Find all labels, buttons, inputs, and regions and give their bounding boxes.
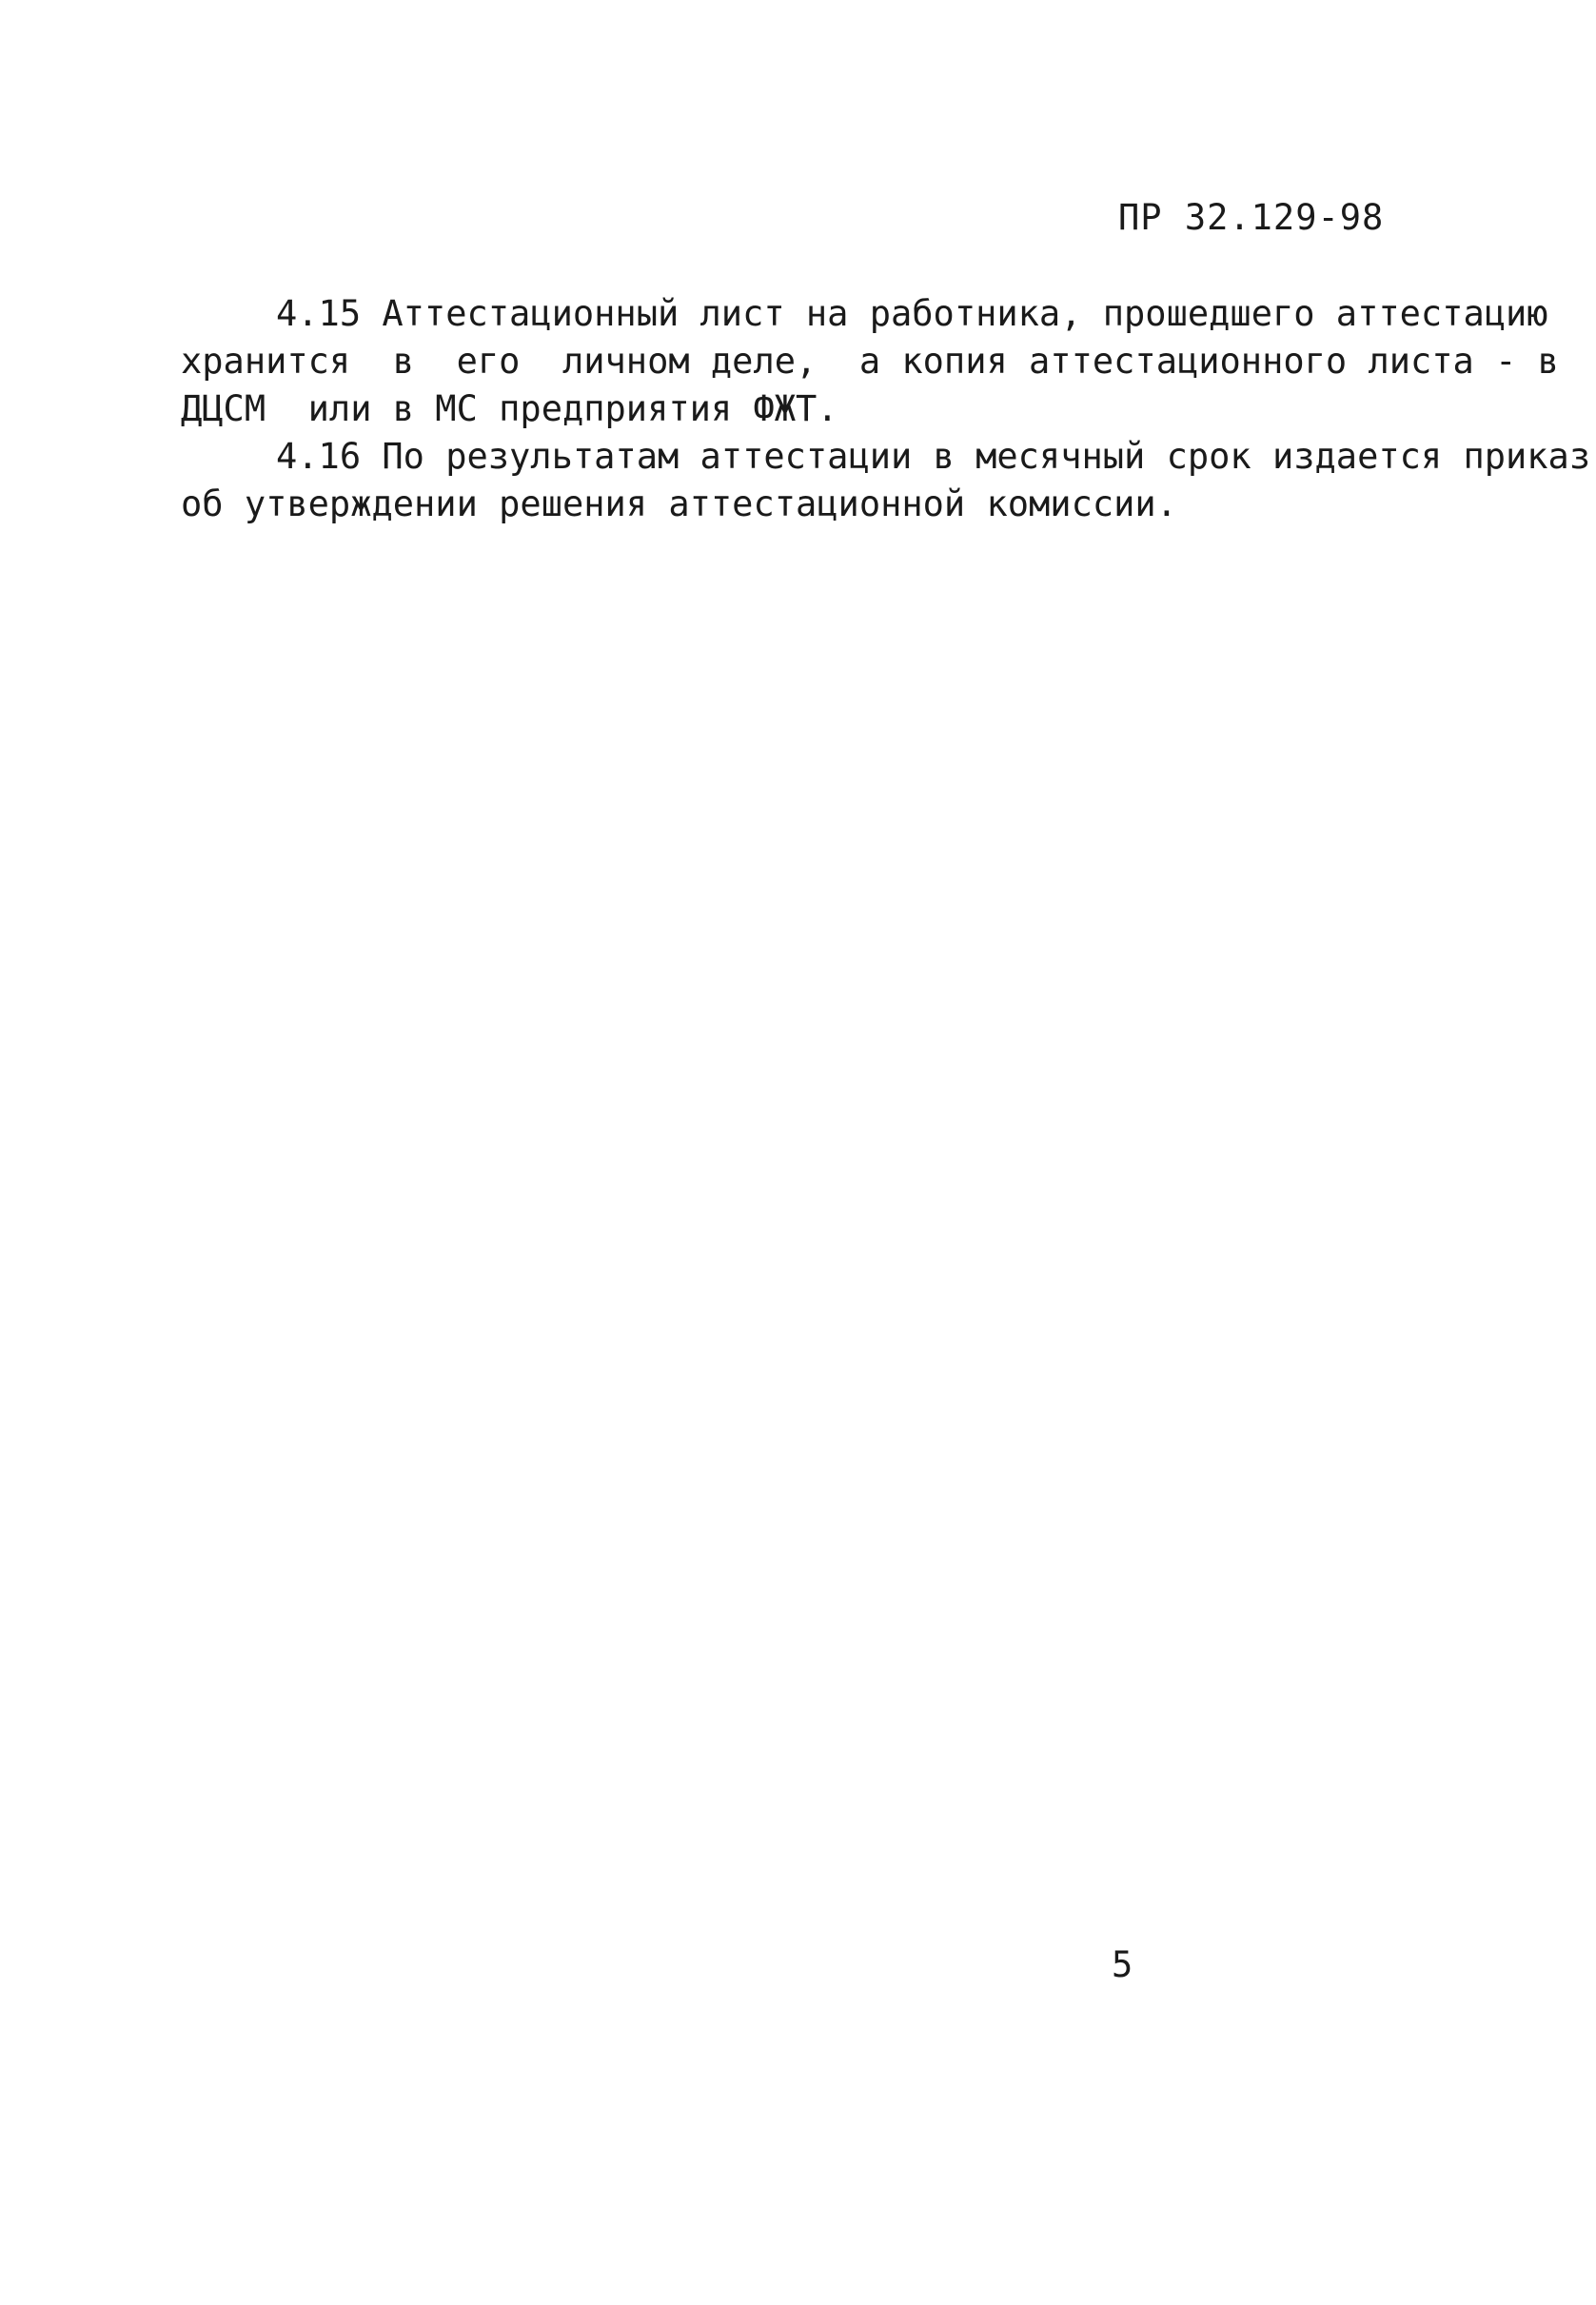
paragraph-4-16 bbox=[181, 433, 1591, 528]
page-number: 5 bbox=[1112, 1944, 1133, 1985]
paragraph-line: 4.16 По результатам аттестации в месячный срок издается приказ bbox=[276, 436, 1591, 477]
document-code: ПР 32.129-98 bbox=[1118, 197, 1385, 238]
paragraph-line: хранится в его личном деле, а копия аттестационного листа - в bbox=[181, 341, 1559, 382]
paragraph-line: 4.15 Аттестационный лист на работника, прошедшего аттестацию bbox=[276, 293, 1548, 334]
document-body bbox=[181, 290, 1591, 528]
paragraph-line: об утверждении решения аттестационной комиссии. bbox=[181, 483, 1177, 524]
paragraph-4-15 bbox=[181, 290, 1559, 433]
paragraph-line: ДЦСМ или в МС предприятия ФЖТ. bbox=[181, 388, 838, 429]
